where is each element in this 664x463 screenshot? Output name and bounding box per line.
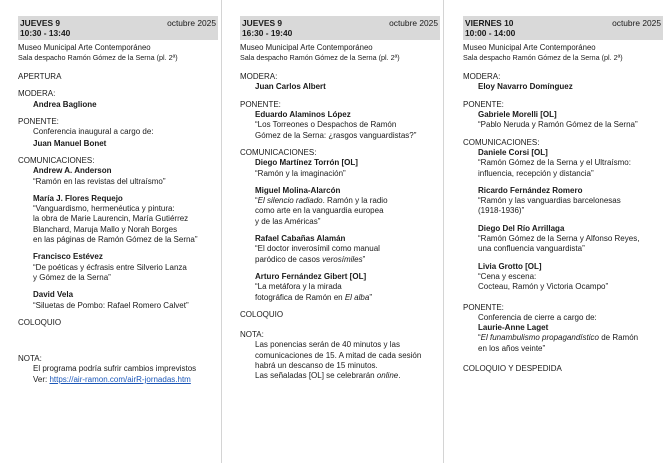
communication-title: “El doctor inverosímil como manual bbox=[255, 244, 380, 254]
communication-title: la obra de Marie Laurencin, María Gutiérrez bbox=[33, 214, 189, 224]
speaker-talk: “Los Torreones o Despachos de Ramón bbox=[255, 120, 397, 130]
session-header bbox=[18, 16, 218, 40]
opening-label: APERTURA bbox=[18, 72, 62, 82]
communication-title: (1918-1936)” bbox=[478, 206, 525, 216]
communication-title: “Ramón Gómez de la Serna y Alfonso Reyes, bbox=[478, 234, 640, 244]
venue-room: Sala despacho Ramón Gómez de la Serna (pl. 2ª) bbox=[18, 52, 178, 62]
communication-author: Diego Martínez Torrón [OL] bbox=[255, 158, 358, 168]
session-column-thursday-afternoon bbox=[240, 16, 440, 382]
communication-author: Arturo Fernández Gibert [OL] bbox=[255, 271, 367, 281]
title-rest: . Ramón y la radio bbox=[322, 196, 388, 206]
italic-title: El funambulismo propagandístico bbox=[480, 333, 599, 343]
communications-label: COMUNICACIONES: bbox=[463, 137, 540, 147]
communication-title: en las páginas de Ramón Gómez de la Serna” bbox=[33, 235, 198, 245]
speaker-label: PONENTE: bbox=[463, 99, 504, 109]
colloquium-label: COLOQUIO bbox=[18, 317, 62, 327]
speaker-intro: Conferencia inaugural a cargo de: bbox=[33, 127, 154, 137]
closing-talk: en los años veinte” bbox=[478, 343, 546, 353]
communication-title: “Ramón y la imaginación” bbox=[255, 168, 346, 178]
closing-colloquium-label: COLOQUIO Y DESPEDIDA bbox=[463, 364, 562, 374]
communication-author: Andrew A. Anderson bbox=[33, 166, 112, 176]
communication-title bbox=[240, 255, 440, 265]
title-part: paródico de casos bbox=[255, 254, 323, 264]
closing-speaker-name: Laurie-Anne Laget bbox=[478, 323, 549, 333]
communication-author: Miguel Molina-Alarcón bbox=[255, 185, 341, 195]
quote-close: ” bbox=[369, 292, 372, 302]
moderator-label: MODERA: bbox=[240, 72, 278, 82]
session-header bbox=[463, 16, 663, 40]
communication-author: Ricardo Fernández Romero bbox=[478, 185, 583, 195]
speaker-label: PONENTE: bbox=[18, 117, 59, 127]
moderator-name: Andrea Baglione bbox=[33, 99, 97, 109]
session-month: octubre 2025 bbox=[389, 18, 438, 28]
session-month: octubre 2025 bbox=[167, 18, 216, 28]
session-header bbox=[240, 16, 440, 40]
communications-label: COMUNICACIONES: bbox=[240, 147, 317, 157]
session-day: VIERNES 10 bbox=[465, 18, 514, 28]
column-divider bbox=[443, 0, 444, 463]
communication-title: Cocteau, Ramón y Victoria Ocampo” bbox=[478, 282, 609, 292]
speaker-talk: “Pablo Neruda y Ramón Gómez de la Serna” bbox=[478, 120, 638, 130]
session-time: 10:00 - 14:00 bbox=[465, 28, 516, 38]
note-text: El programa podría sufrir cambios imprevistos bbox=[33, 364, 197, 374]
session-day: JUEVES 9 bbox=[242, 18, 283, 28]
venue-room: Sala despacho Ramón Gómez de la Serna (pl. 2ª) bbox=[463, 52, 623, 62]
moderator-label: MODERA: bbox=[463, 72, 501, 82]
closing-speaker-label: PONENTE: bbox=[463, 302, 504, 312]
note-italic: online bbox=[376, 371, 399, 381]
speaker-label: PONENTE: bbox=[240, 99, 281, 109]
note-text: Las ponencias serán de 40 minutos y las bbox=[255, 340, 400, 350]
session-column-thursday-morning bbox=[18, 16, 218, 385]
venue-name: Museo Municipal Arte Contemporáneo bbox=[463, 43, 596, 52]
note-text bbox=[240, 371, 440, 381]
communication-author: Diego Del Río Arrillaga bbox=[478, 223, 565, 233]
quote-open: “ bbox=[255, 196, 258, 206]
colloquium-label: COLOQUIO bbox=[240, 309, 284, 319]
communication-title: una confluencia vanguardista” bbox=[478, 244, 585, 254]
quote-close: ” bbox=[362, 254, 366, 264]
communication-author: Francisco Estévez bbox=[33, 252, 103, 262]
communication-title: como arte en la vanguardia europea bbox=[255, 206, 384, 216]
title-rest: de Ramón bbox=[598, 333, 639, 343]
note-end: . bbox=[398, 371, 401, 381]
communication-title: y Gómez de la Serna” bbox=[33, 272, 111, 282]
note-part: Las señaladas [OL] se celebrarán bbox=[255, 371, 377, 381]
session-time: 16:30 - 19:40 bbox=[242, 28, 293, 38]
note-label: NOTA: bbox=[18, 354, 42, 364]
communication-author: Rafael Cabañas Alamán bbox=[255, 234, 346, 244]
communication-title bbox=[240, 196, 440, 206]
communication-author: Livia Grotto [OL] bbox=[478, 261, 542, 271]
communication-title: “Ramón y las vanguardias barcelonesas bbox=[478, 196, 621, 206]
note-text: comunicaciones de 15. A mitad de cada sesión bbox=[255, 350, 422, 360]
note-text: habrá un descanso de 15 minutos. bbox=[255, 361, 378, 371]
note-link-line bbox=[18, 375, 218, 385]
moderator-name: Eloy Navarro Domínguez bbox=[478, 82, 573, 92]
session-column-friday-morning bbox=[463, 16, 663, 374]
closing-talk bbox=[463, 333, 663, 343]
italic-title: El silencio radiado bbox=[257, 196, 323, 206]
communication-title: influencia, recepción y distancia” bbox=[478, 168, 594, 178]
speaker-name: Gabriele Morelli [OL] bbox=[478, 110, 557, 120]
communication-title bbox=[240, 293, 440, 303]
communication-title: y de las Américas” bbox=[255, 216, 321, 226]
venue-name: Museo Municipal Arte Contemporáneo bbox=[18, 43, 151, 52]
session-month: octubre 2025 bbox=[612, 18, 661, 28]
communication-title: “Vanguardismo, hermenéutica y pintura: bbox=[33, 204, 175, 214]
session-day: JUEVES 9 bbox=[20, 18, 61, 28]
communication-title: “Ramón Gómez de la Serna y el Ultraísmo: bbox=[478, 158, 631, 168]
quote-open: “ bbox=[478, 333, 481, 343]
communication-title: “Cena y escena: bbox=[478, 271, 537, 281]
venue-room: Sala despacho Ramón Gómez de la Serna (pl. 2ª) bbox=[240, 52, 400, 62]
venue-name: Museo Municipal Arte Contemporáneo bbox=[240, 43, 373, 52]
speaker-talk: Gómez de la Serna: ¿rasgos vanguardistas?” bbox=[255, 130, 417, 140]
program-link[interactable]: https://air-ramon.com/airR-jornadas.htm bbox=[49, 374, 191, 384]
communication-title: “La metáfora y la mirada bbox=[255, 282, 342, 292]
communication-title: “De poéticas y écfrasis entre Silverio Lanza bbox=[33, 262, 187, 272]
italic-title: El alba bbox=[344, 292, 370, 302]
moderator-label: MODERA: bbox=[18, 89, 56, 99]
communication-author: María J. Flores Requejo bbox=[33, 193, 123, 203]
communication-title: “Ramón en las revistas del ultraísmo” bbox=[33, 176, 166, 186]
communication-title: Blanchard, Maruja Mallo y Norah Borges bbox=[33, 224, 178, 234]
note-see: Ver: bbox=[33, 374, 50, 384]
speaker-name: Eduardo Alaminos López bbox=[255, 110, 351, 120]
italic-title: verosímiles bbox=[322, 254, 363, 264]
communication-title: “Siluetas de Pombo: Rafael Romero Calvet” bbox=[33, 300, 189, 310]
moderator-name: Juan Carlos Albert bbox=[255, 82, 326, 92]
speaker-name: Juan Manuel Bonet bbox=[33, 138, 107, 148]
closing-intro: Conferencia de cierre a cargo de: bbox=[478, 312, 597, 322]
session-time: 10:30 - 13:40 bbox=[20, 28, 71, 38]
communications-label: COMUNICACIONES: bbox=[18, 155, 95, 165]
communication-author: Daniele Corsi [OL] bbox=[478, 147, 548, 157]
column-divider bbox=[221, 0, 222, 463]
communication-author: David Vela bbox=[33, 290, 74, 300]
title-part: fotográfica de Ramón en bbox=[255, 292, 345, 302]
note-label: NOTA: bbox=[240, 330, 264, 340]
